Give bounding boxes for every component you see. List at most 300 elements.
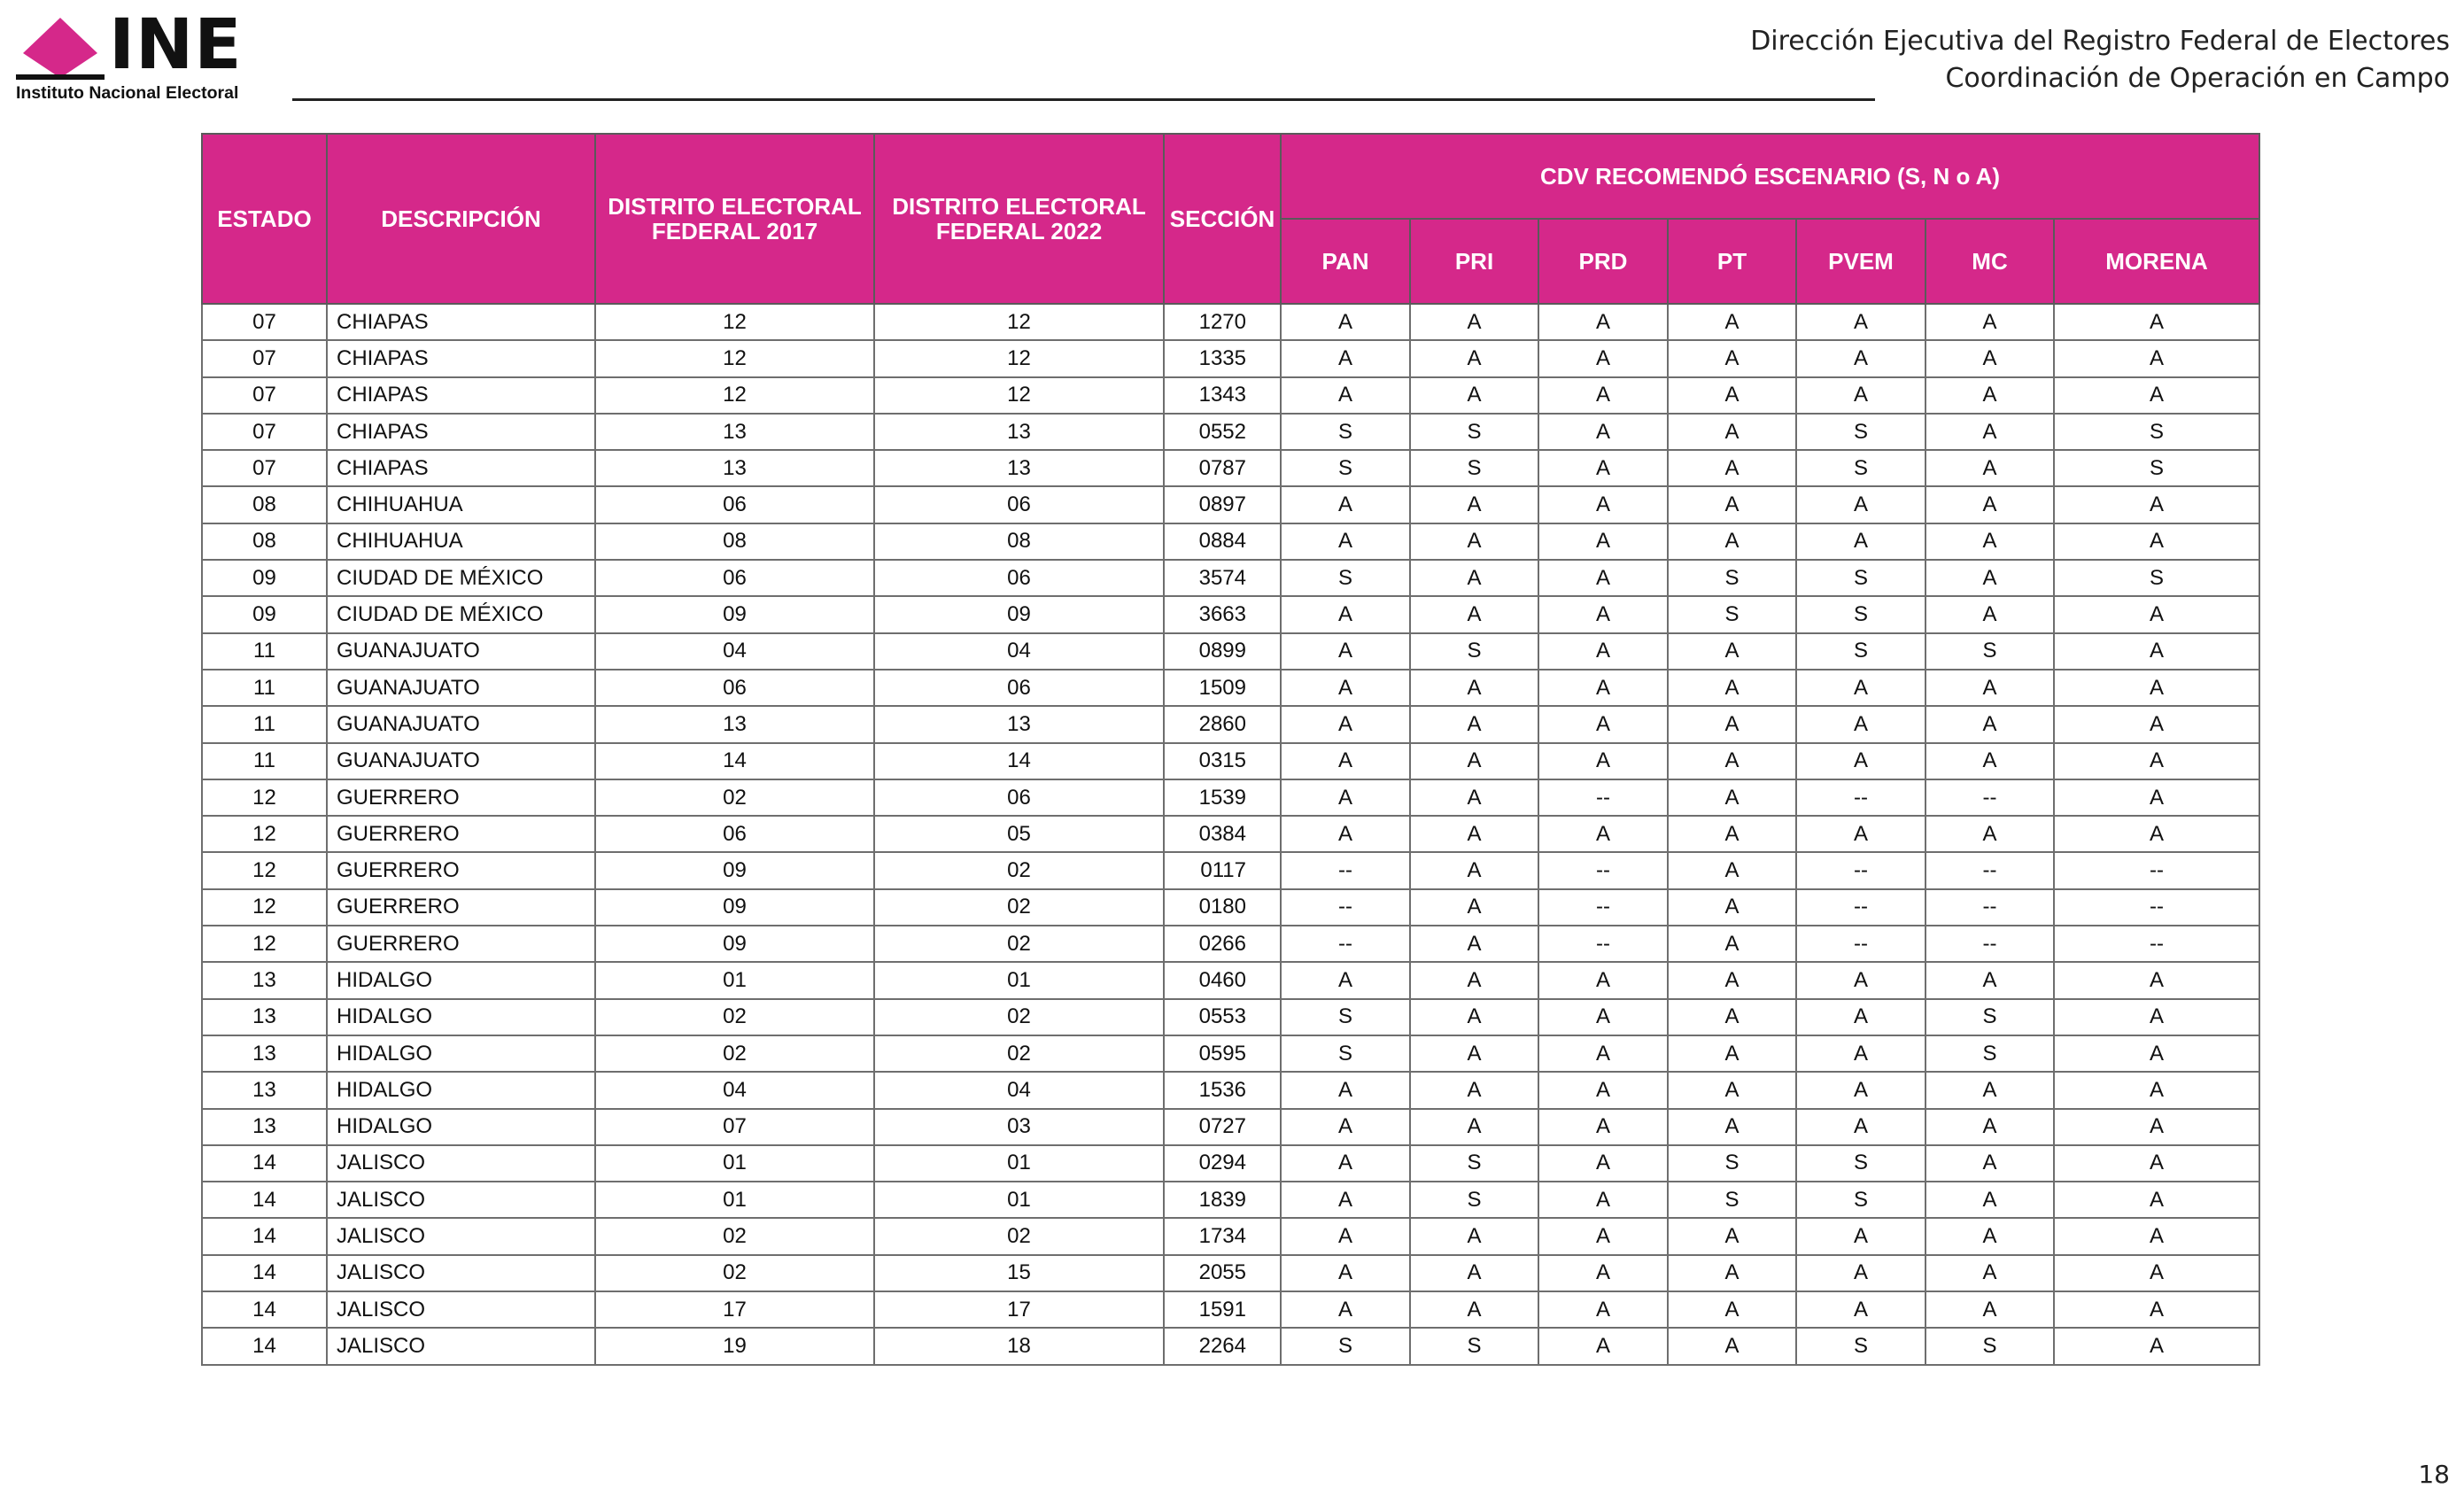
cell-distrito-2017: 13 xyxy=(595,450,874,486)
cell-pan: A xyxy=(1281,670,1410,706)
cell-prd: A xyxy=(1538,450,1668,486)
cell-pan: A xyxy=(1281,706,1410,742)
header-rule xyxy=(292,98,1875,101)
cell-estado: 07 xyxy=(202,304,327,340)
cell-prd: A xyxy=(1538,706,1668,742)
table-row xyxy=(202,450,2259,486)
cell-pan: A xyxy=(1281,816,1410,852)
cell-prd: A xyxy=(1538,743,1668,779)
cell-seccion: 3574 xyxy=(1164,560,1281,596)
cell-pt: A xyxy=(1668,340,1796,376)
cell-pvem: A xyxy=(1796,999,1925,1035)
cell-pvem: S xyxy=(1796,560,1925,596)
cell-estado: 07 xyxy=(202,340,327,376)
cell-seccion: 1343 xyxy=(1164,377,1281,414)
cell-morena: A xyxy=(2054,706,2259,742)
cell-pvem: -- xyxy=(1796,852,1925,888)
cell-pvem: A xyxy=(1796,816,1925,852)
cell-morena: A xyxy=(2054,999,2259,1035)
cell-pri: A xyxy=(1410,779,1538,816)
cell-mc: -- xyxy=(1925,779,2054,816)
cell-prd: -- xyxy=(1538,852,1668,888)
cell-mc: A xyxy=(1925,670,2054,706)
col-header-descripcion: DESCRIPCIÓN xyxy=(327,134,595,304)
cell-pri: A xyxy=(1410,560,1538,596)
cell-descripcion: JALISCO xyxy=(327,1328,595,1364)
cell-distrito-2022: 09 xyxy=(874,596,1164,632)
cell-seccion: 0315 xyxy=(1164,743,1281,779)
cell-distrito-2022: 08 xyxy=(874,523,1164,560)
cell-seccion: 0595 xyxy=(1164,1035,1281,1072)
cell-estado: 13 xyxy=(202,1035,327,1072)
cell-estado: 14 xyxy=(202,1218,327,1254)
cell-pri: A xyxy=(1410,1255,1538,1291)
cell-descripcion: CHIAPAS xyxy=(327,450,595,486)
cell-descripcion: JALISCO xyxy=(327,1145,595,1182)
cell-morena: S xyxy=(2054,450,2259,486)
table-row xyxy=(202,1328,2259,1364)
cell-mc: S xyxy=(1925,1328,2054,1364)
cell-pri: S xyxy=(1410,1328,1538,1364)
cell-morena: A xyxy=(2054,1072,2259,1108)
cell-pt: A xyxy=(1668,1255,1796,1291)
cell-pt: A xyxy=(1668,743,1796,779)
cell-pri: A xyxy=(1410,1218,1538,1254)
cell-pvem: S xyxy=(1796,414,1925,450)
cell-seccion: 1839 xyxy=(1164,1182,1281,1218)
cell-pvem: A xyxy=(1796,1218,1925,1254)
cell-pri: S xyxy=(1410,414,1538,450)
cell-pri: S xyxy=(1410,1145,1538,1182)
cell-distrito-2022: 04 xyxy=(874,633,1164,670)
cell-pri: A xyxy=(1410,1109,1538,1145)
cell-pt: A xyxy=(1668,779,1796,816)
cell-prd: -- xyxy=(1538,926,1668,962)
cell-descripcion: CHIHUAHUA xyxy=(327,523,595,560)
cell-mc: A xyxy=(1925,1291,2054,1328)
cell-distrito-2022: 02 xyxy=(874,1035,1164,1072)
cell-pt: S xyxy=(1668,560,1796,596)
cell-estado: 09 xyxy=(202,596,327,632)
cell-distrito-2022: 12 xyxy=(874,340,1164,376)
cell-prd: A xyxy=(1538,414,1668,450)
cell-mc: A xyxy=(1925,962,2054,998)
cell-descripcion: GUANAJUATO xyxy=(327,633,595,670)
cell-seccion: 0727 xyxy=(1164,1109,1281,1145)
department-line-2: Coordinación de Operación en Campo xyxy=(1945,63,2450,94)
cell-pri: A xyxy=(1410,1035,1538,1072)
cell-descripcion: GUANAJUATO xyxy=(327,670,595,706)
cell-mc: A xyxy=(1925,743,2054,779)
cell-distrito-2017: 13 xyxy=(595,706,874,742)
cell-mc: S xyxy=(1925,999,2054,1035)
cell-pvem: A xyxy=(1796,1035,1925,1072)
cell-distrito-2017: 02 xyxy=(595,1255,874,1291)
cell-estado: 14 xyxy=(202,1145,327,1182)
cell-pan: -- xyxy=(1281,852,1410,888)
cell-morena: -- xyxy=(2054,852,2259,888)
cell-distrito-2022: 03 xyxy=(874,1109,1164,1145)
cell-estado: 12 xyxy=(202,926,327,962)
ine-diamond-icon xyxy=(16,16,105,87)
cell-pt: A xyxy=(1668,1328,1796,1364)
cell-pan: -- xyxy=(1281,889,1410,926)
cell-pri: A xyxy=(1410,596,1538,632)
cell-prd: A xyxy=(1538,1072,1668,1108)
ine-logo xyxy=(16,5,299,105)
table-row xyxy=(202,779,2259,816)
cell-distrito-2022: 18 xyxy=(874,1328,1164,1364)
col-header-pvem: PVEM xyxy=(1796,219,1925,304)
cell-descripcion: HIDALGO xyxy=(327,1035,595,1072)
cell-seccion: 1335 xyxy=(1164,340,1281,376)
cell-pt: A xyxy=(1668,486,1796,523)
cell-descripcion: CHIAPAS xyxy=(327,340,595,376)
cell-seccion: 0180 xyxy=(1164,889,1281,926)
cell-mc: A xyxy=(1925,706,2054,742)
cell-distrito-2022: 05 xyxy=(874,816,1164,852)
table-row xyxy=(202,560,2259,596)
cell-pri: A xyxy=(1410,816,1538,852)
cell-distrito-2017: 12 xyxy=(595,377,874,414)
cell-pan: A xyxy=(1281,596,1410,632)
cell-pt: A xyxy=(1668,1291,1796,1328)
cell-pvem: -- xyxy=(1796,779,1925,816)
cell-pan: S xyxy=(1281,560,1410,596)
table-body xyxy=(202,304,2259,1365)
cell-prd: A xyxy=(1538,670,1668,706)
col-header-pan: PAN xyxy=(1281,219,1410,304)
cell-pvem: A xyxy=(1796,1109,1925,1145)
cell-mc: A xyxy=(1925,414,2054,450)
cell-pt: A xyxy=(1668,1109,1796,1145)
cell-estado: 12 xyxy=(202,816,327,852)
cell-pri: S xyxy=(1410,633,1538,670)
cell-pan: A xyxy=(1281,1218,1410,1254)
cell-prd: A xyxy=(1538,1218,1668,1254)
cell-estado: 11 xyxy=(202,743,327,779)
table-row xyxy=(202,340,2259,376)
cell-distrito-2017: 09 xyxy=(595,596,874,632)
cell-estado: 13 xyxy=(202,962,327,998)
cell-distrito-2017: 06 xyxy=(595,816,874,852)
table-row xyxy=(202,486,2259,523)
cell-pri: A xyxy=(1410,670,1538,706)
cell-pt: A xyxy=(1668,304,1796,340)
cell-pan: A xyxy=(1281,377,1410,414)
cell-seccion: 0384 xyxy=(1164,816,1281,852)
cell-descripcion: HIDALGO xyxy=(327,962,595,998)
cell-morena: A xyxy=(2054,596,2259,632)
cell-estado: 13 xyxy=(202,1072,327,1108)
cell-pan: S xyxy=(1281,450,1410,486)
results-table-container xyxy=(201,133,2260,1366)
cell-descripcion: HIDALGO xyxy=(327,1109,595,1145)
cell-distrito-2017: 17 xyxy=(595,1291,874,1328)
table-row xyxy=(202,706,2259,742)
cell-descripcion: GUERRERO xyxy=(327,779,595,816)
cell-pri: A xyxy=(1410,1291,1538,1328)
cell-estado: 14 xyxy=(202,1291,327,1328)
cell-distrito-2022: 06 xyxy=(874,560,1164,596)
table-row xyxy=(202,523,2259,560)
table-row xyxy=(202,1072,2259,1108)
cell-prd: A xyxy=(1538,1145,1668,1182)
cell-mc: A xyxy=(1925,1182,2054,1218)
cell-prd: A xyxy=(1538,816,1668,852)
cell-distrito-2017: 02 xyxy=(595,1218,874,1254)
cell-distrito-2017: 02 xyxy=(595,999,874,1035)
table-row xyxy=(202,1291,2259,1328)
cell-morena: -- xyxy=(2054,889,2259,926)
cell-prd: -- xyxy=(1538,779,1668,816)
cell-seccion: 2055 xyxy=(1164,1255,1281,1291)
cell-prd: A xyxy=(1538,340,1668,376)
cell-pri: A xyxy=(1410,962,1538,998)
cell-distrito-2017: 09 xyxy=(595,889,874,926)
cell-seccion: 0552 xyxy=(1164,414,1281,450)
cell-distrito-2017: 01 xyxy=(595,1145,874,1182)
cell-distrito-2017: 04 xyxy=(595,633,874,670)
cell-pan: A xyxy=(1281,633,1410,670)
cell-pt: A xyxy=(1668,962,1796,998)
cell-distrito-2022: 13 xyxy=(874,414,1164,450)
cell-seccion: 0294 xyxy=(1164,1145,1281,1182)
cell-morena: A xyxy=(2054,1255,2259,1291)
cell-descripcion: CHIAPAS xyxy=(327,414,595,450)
cell-estado: 09 xyxy=(202,560,327,596)
cell-descripcion: GUERRERO xyxy=(327,816,595,852)
cell-morena: A xyxy=(2054,1328,2259,1364)
cell-estado: 12 xyxy=(202,889,327,926)
cell-estado: 11 xyxy=(202,706,327,742)
table-row xyxy=(202,1182,2259,1218)
cell-pri: A xyxy=(1410,889,1538,926)
table-row xyxy=(202,1109,2259,1145)
cell-pvem: A xyxy=(1796,377,1925,414)
cell-mc: S xyxy=(1925,1035,2054,1072)
distrito-2017-line-1: DISTRITO ELECTORAL xyxy=(608,193,862,220)
cell-estado: 07 xyxy=(202,377,327,414)
cell-seccion: 0897 xyxy=(1164,486,1281,523)
cell-pri: A xyxy=(1410,340,1538,376)
cell-distrito-2017: 07 xyxy=(595,1109,874,1145)
cell-morena: -- xyxy=(2054,926,2259,962)
cell-pvem: A xyxy=(1796,670,1925,706)
cell-pt: S xyxy=(1668,1145,1796,1182)
cell-pt: A xyxy=(1668,377,1796,414)
cell-distrito-2022: 02 xyxy=(874,852,1164,888)
cell-distrito-2022: 06 xyxy=(874,486,1164,523)
cell-pvem: A xyxy=(1796,1255,1925,1291)
cell-morena: A xyxy=(2054,1035,2259,1072)
cell-pvem: A xyxy=(1796,486,1925,523)
cell-distrito-2022: 02 xyxy=(874,999,1164,1035)
cell-prd: A xyxy=(1538,596,1668,632)
cell-descripcion: CIUDAD DE MÉXICO xyxy=(327,560,595,596)
cell-morena: A xyxy=(2054,743,2259,779)
cell-distrito-2017: 09 xyxy=(595,852,874,888)
cell-estado: 11 xyxy=(202,633,327,670)
cell-pt: S xyxy=(1668,1182,1796,1218)
cell-pan: -- xyxy=(1281,926,1410,962)
table-row xyxy=(202,926,2259,962)
cell-pt: A xyxy=(1668,414,1796,450)
cell-pvem: S xyxy=(1796,450,1925,486)
cell-pvem: A xyxy=(1796,743,1925,779)
cell-pt: A xyxy=(1668,816,1796,852)
cell-pri: S xyxy=(1410,1182,1538,1218)
cell-seccion: 0787 xyxy=(1164,450,1281,486)
cell-morena: A xyxy=(2054,523,2259,560)
cell-pri: A xyxy=(1410,852,1538,888)
col-header-morena: MORENA xyxy=(2054,219,2259,304)
cell-pt: A xyxy=(1668,889,1796,926)
table-row xyxy=(202,999,2259,1035)
cell-pvem: A xyxy=(1796,304,1925,340)
cell-pan: S xyxy=(1281,1035,1410,1072)
table-row xyxy=(202,377,2259,414)
cell-pt: A xyxy=(1668,1072,1796,1108)
cell-pvem: A xyxy=(1796,1072,1925,1108)
cell-descripcion: CHIHUAHUA xyxy=(327,486,595,523)
cell-pan: A xyxy=(1281,743,1410,779)
cell-distrito-2022: 17 xyxy=(874,1291,1164,1328)
cell-descripcion: GUERRERO xyxy=(327,852,595,888)
department-line-1: Dirección Ejecutiva del Registro Federal de Electores xyxy=(1750,26,2450,57)
cell-descripcion: GUANAJUATO xyxy=(327,743,595,779)
col-header-cdv-escenario: CDV RECOMENDÓ ESCENARIO (S, N o A) xyxy=(1281,134,2259,219)
cell-morena: A xyxy=(2054,1109,2259,1145)
cell-descripcion: GUERRERO xyxy=(327,926,595,962)
cell-pvem: S xyxy=(1796,1145,1925,1182)
table-row xyxy=(202,670,2259,706)
cell-prd: A xyxy=(1538,1291,1668,1328)
cell-estado: 08 xyxy=(202,486,327,523)
cell-mc: A xyxy=(1925,816,2054,852)
header-department xyxy=(1750,23,2450,97)
col-header-prd: PRD xyxy=(1538,219,1668,304)
cell-prd: A xyxy=(1538,377,1668,414)
cell-estado: 13 xyxy=(202,999,327,1035)
cell-seccion: 1536 xyxy=(1164,1072,1281,1108)
cell-morena: S xyxy=(2054,414,2259,450)
cell-distrito-2022: 14 xyxy=(874,743,1164,779)
cell-pan: A xyxy=(1281,1145,1410,1182)
cell-mc: A xyxy=(1925,596,2054,632)
cell-pvem: S xyxy=(1796,596,1925,632)
cell-pan: S xyxy=(1281,1328,1410,1364)
cell-pan: A xyxy=(1281,779,1410,816)
cell-distrito-2017: 12 xyxy=(595,340,874,376)
cell-pvem: S xyxy=(1796,633,1925,670)
cell-distrito-2022: 13 xyxy=(874,706,1164,742)
cell-seccion: 0460 xyxy=(1164,962,1281,998)
cell-pri: A xyxy=(1410,926,1538,962)
cell-seccion: 0899 xyxy=(1164,633,1281,670)
cell-mc: -- xyxy=(1925,889,2054,926)
table-row xyxy=(202,1218,2259,1254)
cell-distrito-2022: 15 xyxy=(874,1255,1164,1291)
cell-pan: A xyxy=(1281,1182,1410,1218)
cell-mc: A xyxy=(1925,450,2054,486)
cell-estado: 12 xyxy=(202,852,327,888)
table-row xyxy=(202,852,2259,888)
cell-seccion: 1591 xyxy=(1164,1291,1281,1328)
cell-descripcion: HIDALGO xyxy=(327,999,595,1035)
cell-pt: A xyxy=(1668,706,1796,742)
table-row xyxy=(202,1145,2259,1182)
cell-mc: -- xyxy=(1925,852,2054,888)
cell-pan: A xyxy=(1281,1109,1410,1145)
cell-distrito-2022: 04 xyxy=(874,1072,1164,1108)
col-header-seccion: SECCIÓN xyxy=(1164,134,1281,304)
cell-morena: A xyxy=(2054,633,2259,670)
cell-pri: A xyxy=(1410,523,1538,560)
cell-descripcion: JALISCO xyxy=(327,1218,595,1254)
cell-morena: A xyxy=(2054,486,2259,523)
cell-distrito-2017: 02 xyxy=(595,779,874,816)
cell-prd: A xyxy=(1538,962,1668,998)
cell-prd: A xyxy=(1538,1035,1668,1072)
cell-distrito-2017: 19 xyxy=(595,1328,874,1364)
cell-prd: A xyxy=(1538,1182,1668,1218)
cell-seccion: 0117 xyxy=(1164,852,1281,888)
cell-distrito-2022: 12 xyxy=(874,304,1164,340)
cell-morena: A xyxy=(2054,1291,2259,1328)
cell-pan: A xyxy=(1281,1255,1410,1291)
cell-pan: A xyxy=(1281,486,1410,523)
cell-mc: A xyxy=(1925,1109,2054,1145)
cell-estado: 07 xyxy=(202,450,327,486)
cell-morena: A xyxy=(2054,340,2259,376)
cell-pri: A xyxy=(1410,486,1538,523)
distrito-2022-line-1: DISTRITO ELECTORAL xyxy=(892,193,1146,220)
cell-descripcion: CHIAPAS xyxy=(327,304,595,340)
cell-pan: A xyxy=(1281,1291,1410,1328)
cell-descripcion: JALISCO xyxy=(327,1255,595,1291)
col-header-pri: PRI xyxy=(1410,219,1538,304)
table-row xyxy=(202,816,2259,852)
cell-pt: A xyxy=(1668,633,1796,670)
cell-distrito-2017: 01 xyxy=(595,962,874,998)
cell-seccion: 1270 xyxy=(1164,304,1281,340)
cell-distrito-2017: 01 xyxy=(595,1182,874,1218)
distrito-2017-line-2: FEDERAL 2017 xyxy=(651,218,818,244)
cell-estado: 14 xyxy=(202,1328,327,1364)
cell-descripcion: CHIAPAS xyxy=(327,377,595,414)
cell-descripcion: GUANAJUATO xyxy=(327,706,595,742)
col-header-estado: ESTADO xyxy=(202,134,327,304)
cell-pan: A xyxy=(1281,304,1410,340)
cell-pt: A xyxy=(1668,1035,1796,1072)
cell-pvem: A xyxy=(1796,962,1925,998)
cell-estado: 14 xyxy=(202,1255,327,1291)
cell-prd: A xyxy=(1538,560,1668,596)
cell-distrito-2017: 09 xyxy=(595,926,874,962)
cell-distrito-2017: 06 xyxy=(595,670,874,706)
cell-descripcion: GUERRERO xyxy=(327,889,595,926)
cell-prd: A xyxy=(1538,1255,1668,1291)
table-row xyxy=(202,743,2259,779)
cell-distrito-2017: 06 xyxy=(595,486,874,523)
cell-pri: A xyxy=(1410,706,1538,742)
col-header-distrito-2017 xyxy=(595,134,874,304)
cell-distrito-2017: 06 xyxy=(595,560,874,596)
cell-mc: A xyxy=(1925,340,2054,376)
cell-pri: A xyxy=(1410,377,1538,414)
table-row xyxy=(202,304,2259,340)
